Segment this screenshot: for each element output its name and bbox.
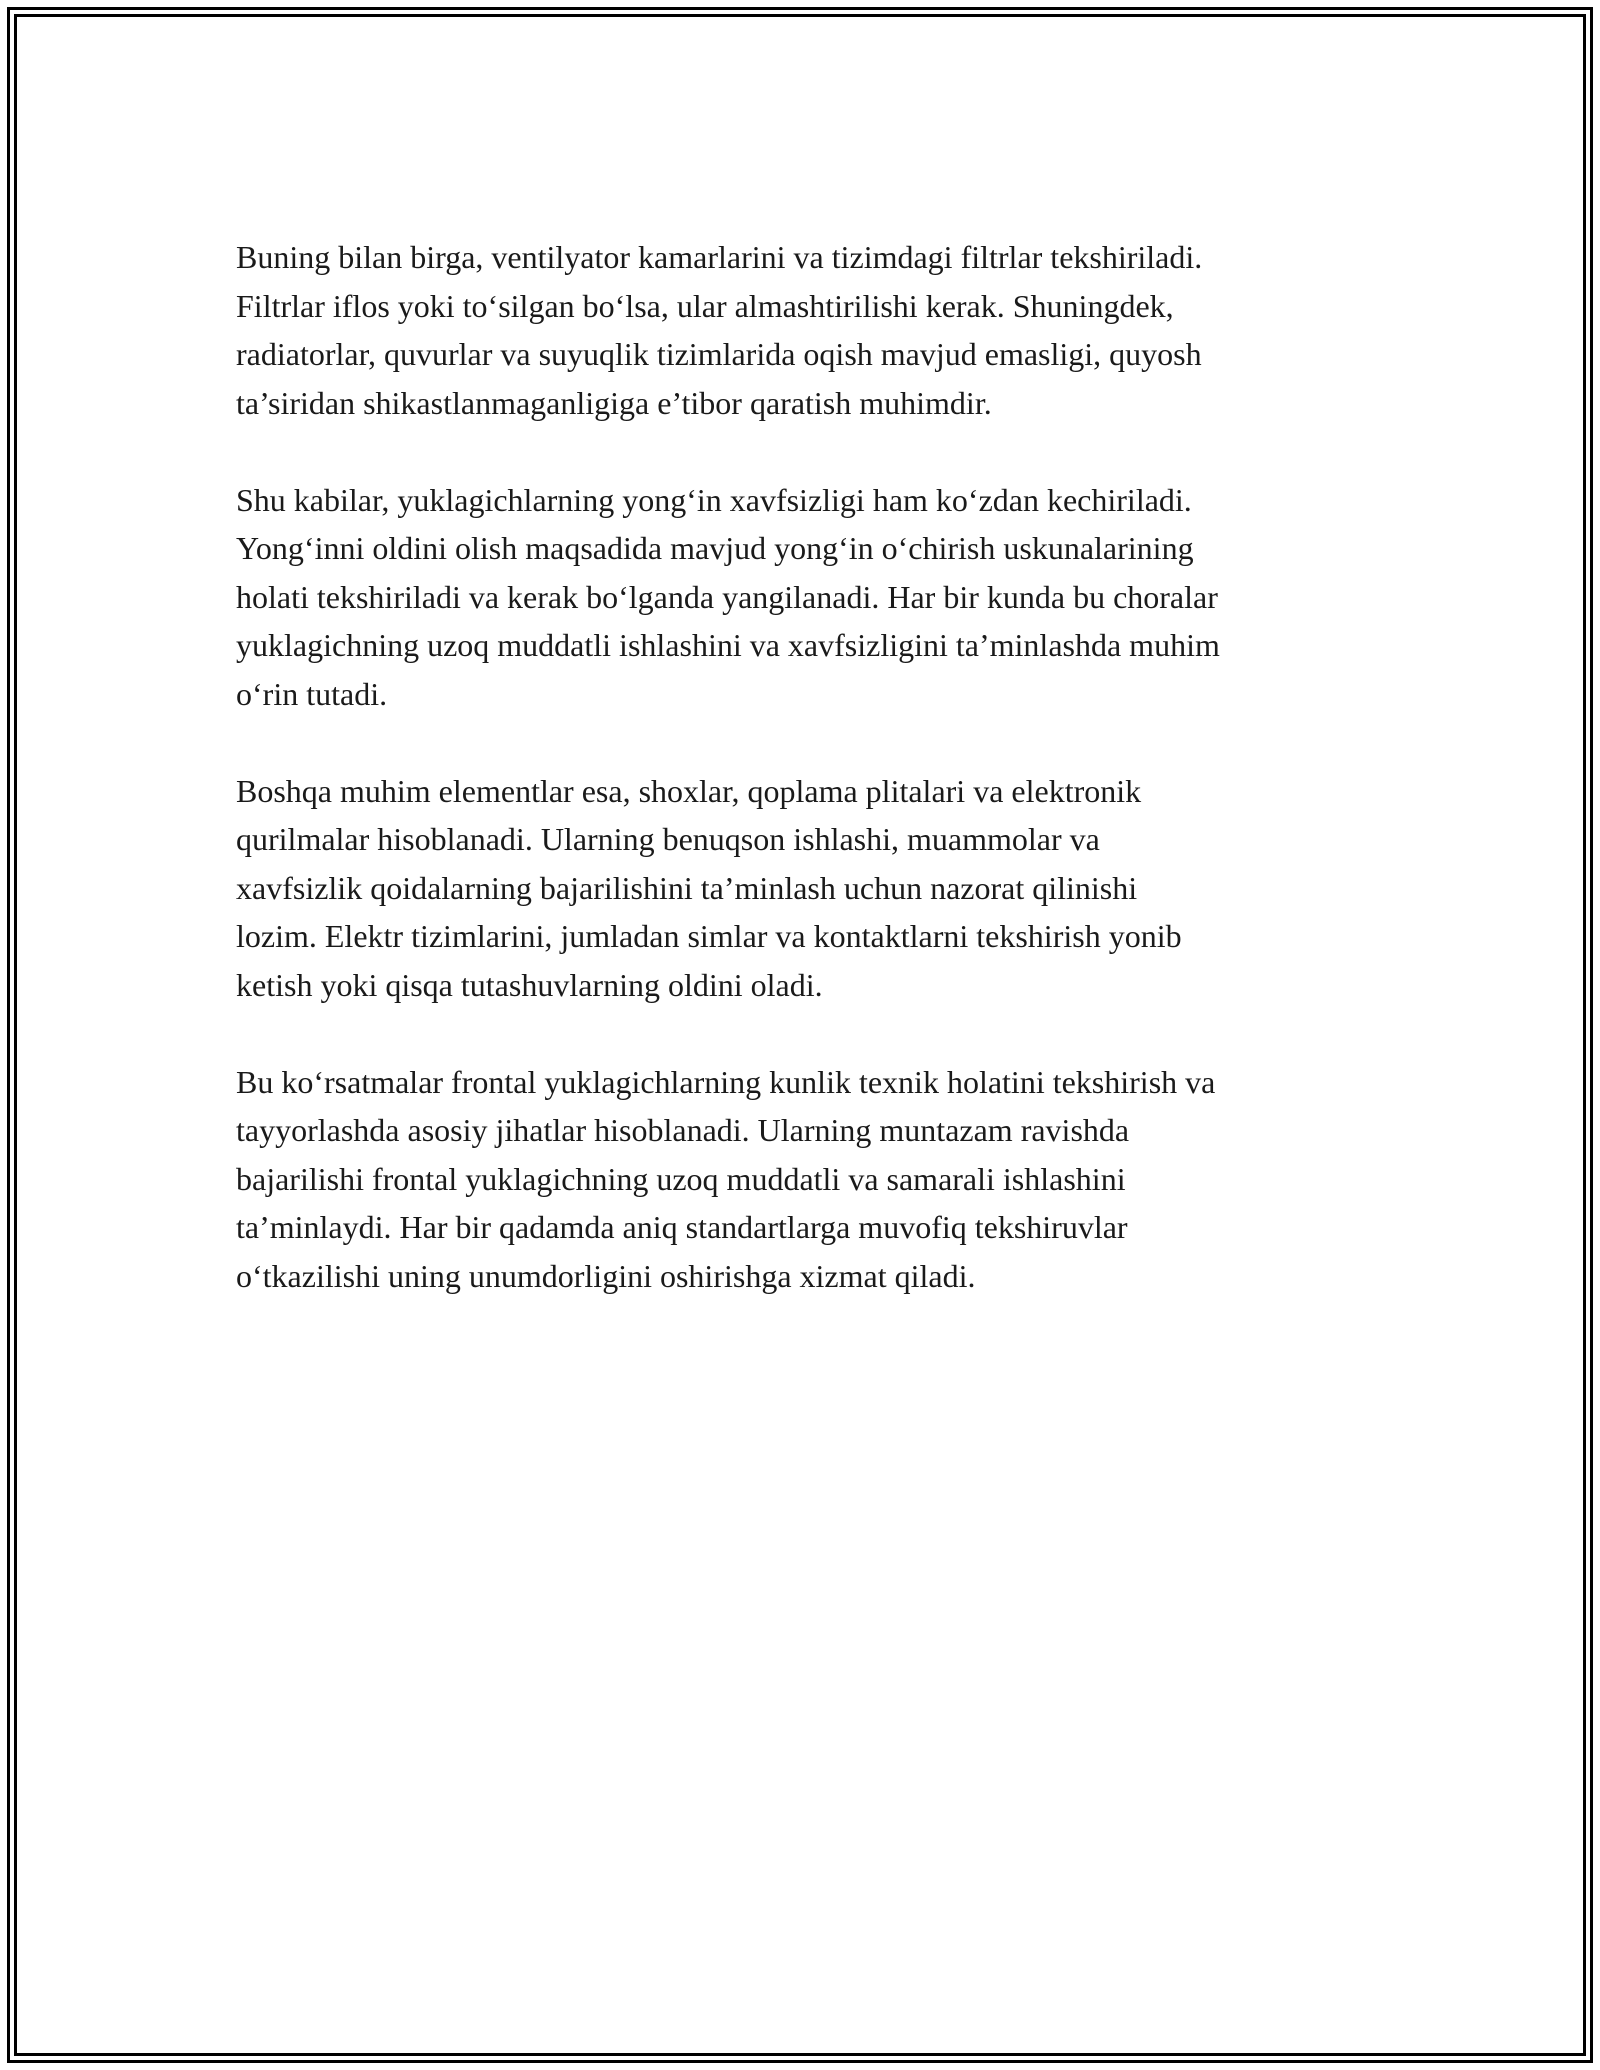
text-line: o‘tkazilishi uning unumdorligini oshirishga xizmat qiladi.: [236, 1257, 976, 1294]
paragraph-1: [236, 233, 1376, 427]
text-line: yuklagichning uzoq muddatli ishlashini va xavfsizligini ta’minlashda muhim: [236, 627, 1220, 663]
text-line: qurilmalar hisoblanadi. Ularning benuqson ishlashi, muammolar va: [236, 821, 1100, 857]
text-line: bajarilishi frontal yuklagichning uzoq muddatli va samarali ishlashini: [236, 1160, 1126, 1197]
text-line: ta’siridan shikastlanmaganligiga e’tibor qaratish muhimdir.: [236, 384, 992, 421]
text-line: radiatorlar, quvurlar va suyuqlik tizimlarida oqish mavjud emasligi, quyosh: [236, 336, 1202, 372]
text-line: xavfsizlik qoidalarning bajarilishini ta’minlash uchun nazorat qilinishi: [236, 869, 1138, 906]
document-body: [236, 233, 1376, 1300]
text-line: Buning bilan birga, ventilyator kamarlarini va tizimdagi filtrlar tekshiriladi.: [236, 239, 1203, 275]
text-line: o‘rin tutadi.: [236, 675, 388, 712]
text-line: Yong‘inni oldini olish maqsadida mavjud yong‘in o‘chirish uskunalarining: [236, 530, 1194, 566]
paragraph-4: [236, 1058, 1376, 1301]
text-line: Shu kabilar, yuklagichlarning yong‘in xavfsizligi ham ko‘zdan kechiriladi.: [236, 481, 1192, 518]
text-line: ta’minlaydi. Har bir qadamda aniq standartlarga muvofiq tekshiruvlar: [236, 1209, 1128, 1245]
paragraph-2: [236, 476, 1376, 719]
text-line: Boshqa muhim elementlar esa, shoxlar, qoplama plitalari va elektronik: [236, 772, 1142, 809]
text-line: lozim. Elektr tizimlarini, jumladan simlar va kontaktlarni tekshirish yonib: [236, 918, 1182, 954]
text-line: Bu ko‘rsatmalar frontal yuklagichlarning kunlik texnik holatini tekshirish va: [236, 1063, 1216, 1100]
text-line: holati tekshiriladi va kerak bo‘lganda yangilanadi. Har bir kunda bu choralar: [236, 578, 1218, 615]
text-line: tayyorlashda asosiy jihatlar hisoblanadi. Ularning muntazam ravishda: [236, 1112, 1130, 1148]
text-line: Filtrlar iflos yoki to‘silgan bo‘lsa, ular almashtirilishi kerak. Shuningdek,: [236, 287, 1174, 324]
paragraph-3: [236, 767, 1376, 1010]
text-line: ketish yoki qisqa tutashuvlarning oldini oladi.: [236, 966, 823, 1003]
